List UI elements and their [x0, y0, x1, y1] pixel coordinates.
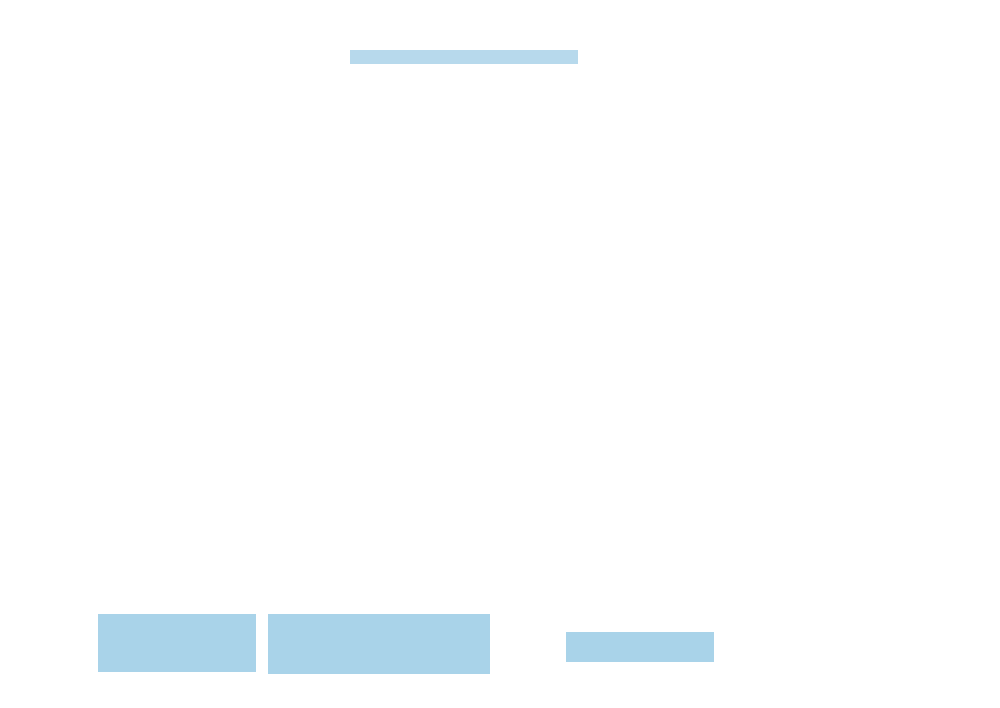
anticipated-banner — [350, 50, 578, 64]
notes-right-box — [566, 632, 714, 662]
notes-left-labels-box — [98, 614, 256, 672]
notes-left-values-box — [268, 614, 490, 674]
